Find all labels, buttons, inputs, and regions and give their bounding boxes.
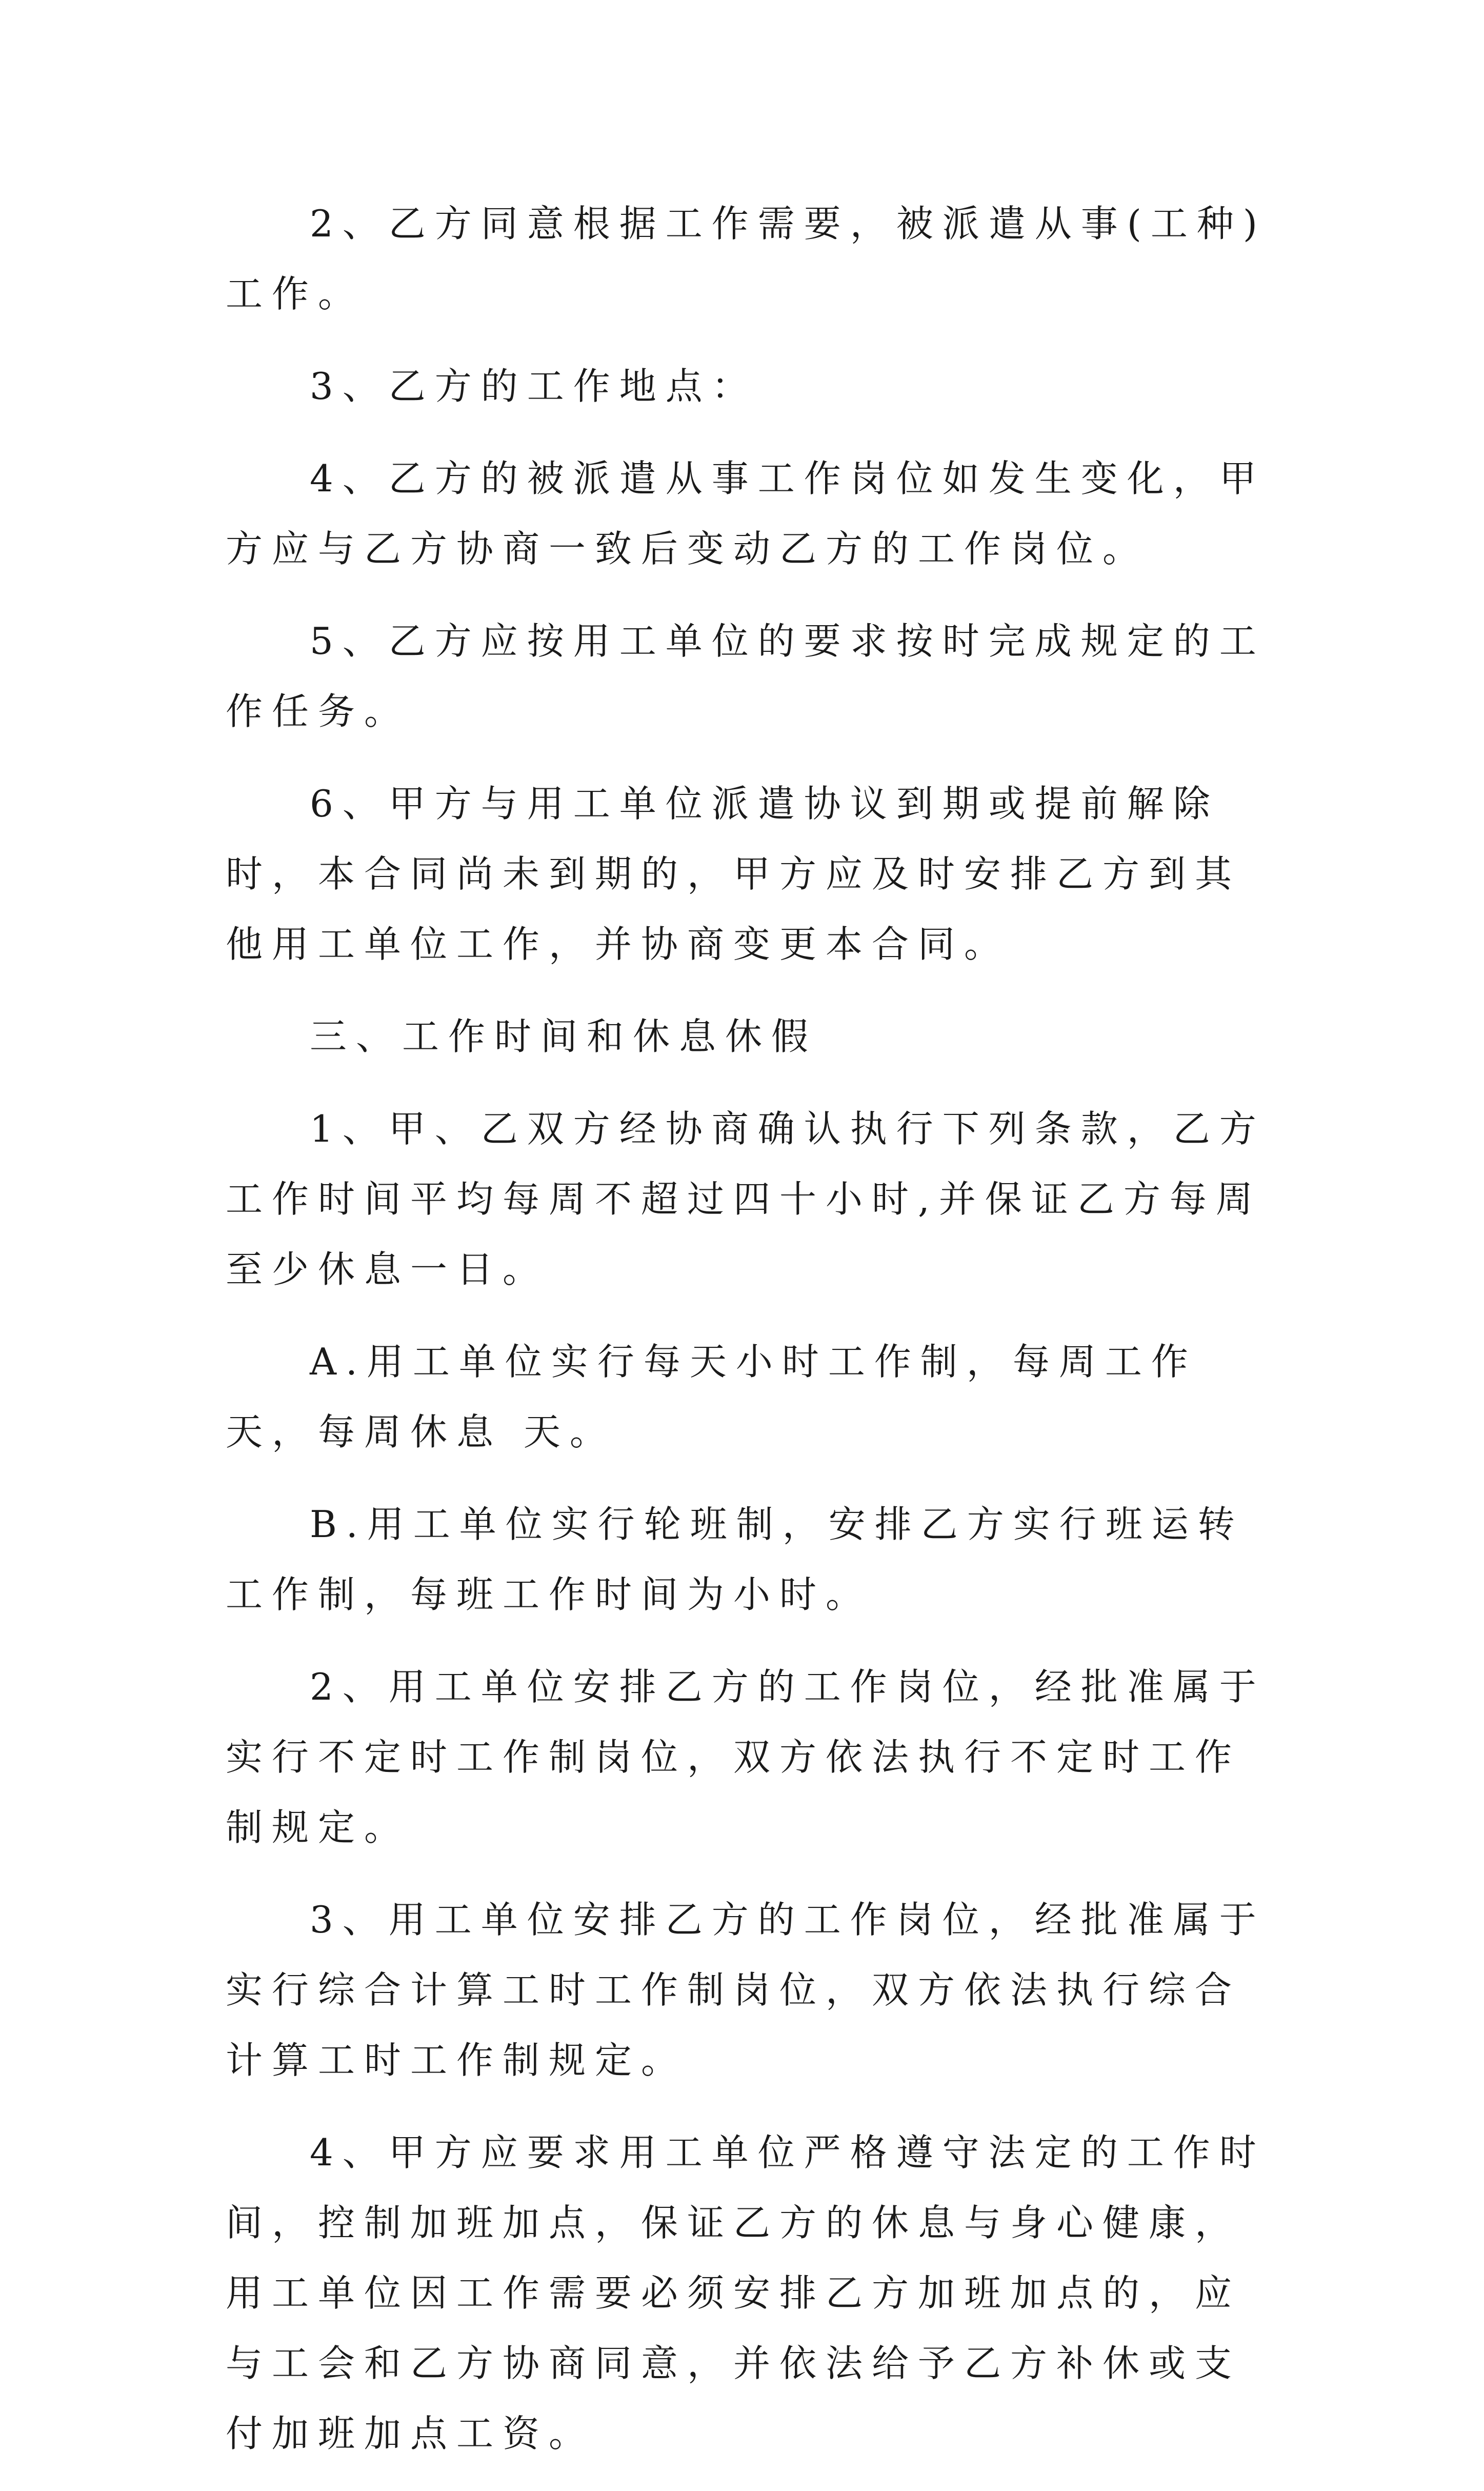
section-heading-work-hours: 三、工作时间和休息休假 (310, 1015, 818, 1058)
paragraph-option-a: A.用工单位实行每天小时工作制，每周工作天，每周休息 天。 (226, 1340, 1197, 1453)
paragraph-clause-4: 4、乙方的被派遣从事工作岗位如发生变化，甲方应与乙方协商一致后变动乙方的工作岗位。 (226, 457, 1266, 570)
paragraph-hours-clause-2: 2、用工单位安排乙方的工作岗位，经批准属于实行不定时工作制岗位，双方依法执行不定时工作制规定。 (226, 1665, 1266, 1849)
paragraph-hours-clause-3: 3、用工单位安排乙方的工作岗位，经批准属于实行综合计算工时工作制岗位，双方依法执行综合计算工时工作制规定。 (226, 1898, 1266, 2082)
paragraph-option-b: B.用工单位实行轮班制，安排乙方实行班运转工作制，每班工作时间为小时。 (226, 1503, 1244, 1616)
paragraph-hours-clause-1: 1、甲、乙双方经协商确认执行下列条款，乙方工作时间平均每周不超过四十小时,并保证乙方每周至少休息一日。 (226, 1107, 1266, 1291)
paragraph-clause-2: 2、乙方同意根据工作需要，被派遣从事(工种)工作。 (226, 202, 1267, 315)
document-body (226, 189, 1267, 2491)
paragraph-hours-clause-4: 4、甲方应要求用工单位严格遵守法定的工作时间，控制加班加点，保证乙方的休息与身心健康，用工单位因工作需要必须安排乙方加班加点的，应与工会和乙方协商同意，并依法给予乙方补休或支付加班加点工资。 (226, 2131, 1266, 2455)
paragraph-clause-3: 3、乙方的工作地点： (310, 365, 758, 408)
paragraph-clause-6: 6、甲方与用工单位派遣协议到期或提前解除时，本合同尚未到期的，甲方应及时安排乙方到其他用工单位工作，并协商变更本合同。 (226, 782, 1241, 966)
paragraph-clause-5: 5、乙方应按用工单位的要求按时完成规定的工作任务。 (226, 620, 1266, 733)
